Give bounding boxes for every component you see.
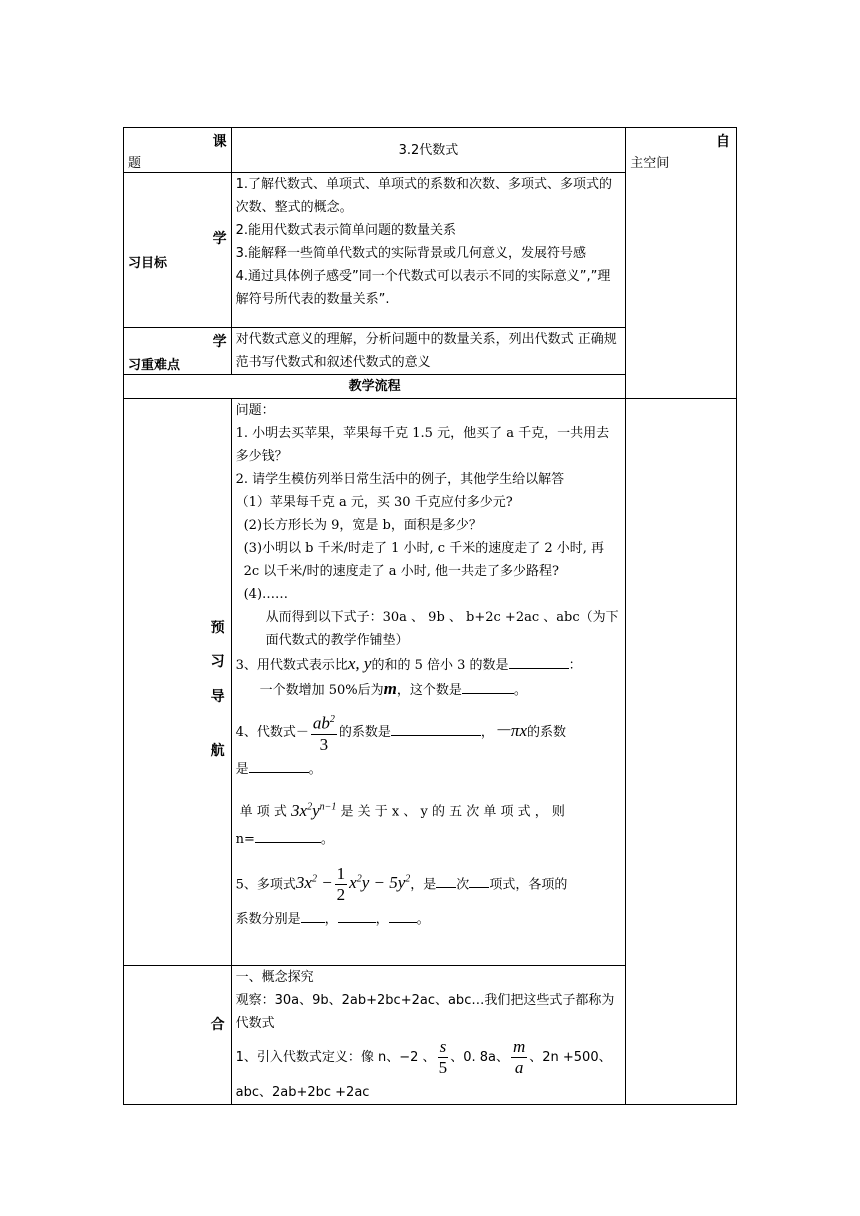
question-2: 2. 请学生模仿列举日常生活中的例子，其他学生给以解答 bbox=[235, 472, 565, 487]
lesson-plan-table bbox=[123, 127, 737, 1105]
question-5: 5、多项式$3x^2$ − $\frac{1}{2}$ $x^2y - 5y^2$，是 次 项式，各项的 bbox=[235, 864, 568, 905]
preview-label-char-4: 航 bbox=[210, 743, 225, 759]
answer-blank[interactable] bbox=[249, 758, 309, 773]
derived-expressions: 从而得到以下式子：30a 、 9b 、 b+2c +2ac 、abc（为下面代数式的教学作铺垫） bbox=[265, 610, 619, 648]
goal-item-4: 4.通过具体例子感受”同一个代数式可以表示不同的实际意义”,”理解符号所代表的数量关系”. bbox=[235, 269, 611, 307]
sub-question-3: (3)小明以 b 千米/时走了 1 小时, c 千米的速度走了 2 小时, 再 2c 以千米/时的速度走了 a 小时, 他一共走了多少路程? bbox=[243, 541, 605, 579]
def-frac1-den: 5 bbox=[438, 1058, 448, 1077]
q6-frac-den: 2 bbox=[336, 885, 346, 905]
q5-n: n= bbox=[235, 831, 255, 847]
q6-term-b: x bbox=[349, 873, 357, 893]
question-3 bbox=[236, 652, 622, 677]
q4-text-b: 的系数是 bbox=[338, 725, 391, 740]
concept-heading: 一、概念探究 bbox=[235, 970, 314, 985]
difficulty-label-cell bbox=[124, 328, 232, 375]
self-study-space-body bbox=[626, 399, 737, 1105]
question-4b-line2 bbox=[236, 828, 622, 851]
question-4b: 单 项 式 $3x^2y^{n-1}$ 是 关 于 x 、 y 的 五 次 单 项 式 ， 则 bbox=[239, 800, 565, 820]
header-row bbox=[124, 128, 737, 173]
question-heading: 问题： bbox=[235, 403, 275, 418]
definition-line bbox=[236, 1035, 622, 1081]
q3b-end: 。 bbox=[513, 683, 527, 698]
def-frac2-num: m bbox=[512, 1037, 526, 1056]
def-text-a: 1、引入代数式定义：像 n、−2 、 bbox=[235, 1050, 436, 1065]
preview-label-char-2: 习 bbox=[210, 654, 225, 670]
question-4-line2 bbox=[236, 758, 622, 781]
question-5-line2: 系数分别是 ， ， 。 bbox=[236, 908, 622, 931]
preview-label-char-1: 预 bbox=[210, 620, 225, 636]
def-fraction-1 bbox=[438, 1037, 449, 1078]
sub-question-2: (2)长方形长为 9，宽是 b，面积是多少？ bbox=[243, 518, 482, 533]
def-frac1-num: s bbox=[439, 1037, 447, 1056]
q4-fraction: $\frac{ab^2}{3}$ bbox=[311, 710, 337, 755]
q5-text-b: 是 关 于 x 、 y 的 五 次 单 项 式 ， 则 bbox=[340, 804, 565, 820]
preview-label-char-3: 导 bbox=[210, 689, 225, 705]
self-study-space-cell bbox=[626, 128, 737, 399]
q6-text-a: 5、多项式 bbox=[235, 877, 296, 893]
flow-title: 教学流程 bbox=[124, 375, 626, 399]
difficulty-label-bottom: 习重难点 bbox=[128, 358, 181, 373]
answer-blank[interactable] bbox=[391, 721, 481, 736]
answer-blank[interactable] bbox=[301, 908, 325, 923]
goal-item-2: 2.能用代数式表示简单问题的数量关系 bbox=[235, 223, 457, 238]
topic-label-cell bbox=[124, 128, 232, 173]
q4-line2-text: 是 bbox=[235, 762, 249, 777]
q4-text-c: 的系数 bbox=[526, 725, 566, 740]
q6-term-c: y − 5y bbox=[361, 873, 406, 893]
preview-label-cell bbox=[124, 399, 232, 966]
sub-question-1: （1）苹果每千克 a 元，买 30 千克应付多少元? bbox=[235, 495, 513, 510]
q6-fraction bbox=[335, 864, 348, 905]
q6-term-a: 3x bbox=[295, 873, 312, 893]
def-fraction-2 bbox=[511, 1037, 527, 1078]
definition-line-2: abc、2ab+2bc +2ac bbox=[235, 1085, 370, 1100]
q5-expr: 3x bbox=[291, 800, 308, 820]
q6-end: 。 bbox=[416, 912, 430, 928]
self-study-label-bottom: 主空间 bbox=[630, 156, 670, 171]
answer-blank[interactable] bbox=[509, 654, 569, 669]
answer-blank[interactable] bbox=[436, 873, 456, 888]
goals-label-cell bbox=[124, 173, 232, 328]
combine-content bbox=[231, 966, 626, 1105]
q3b-text-b: ，这个数是 bbox=[396, 683, 462, 698]
answer-blank[interactable] bbox=[469, 873, 489, 888]
q6-text-d: 项式，各项的 bbox=[489, 877, 568, 893]
goal-item-3: 3.能解释一些简单代数式的实际背景或几何意义，发展符号感 bbox=[235, 246, 587, 261]
answer-blank[interactable] bbox=[462, 679, 514, 694]
difficulty-content: 对代数式意义的理解，分析问题中的数量关系，列出代数式 正确规范书写代数式和叙述代数式的意义 bbox=[231, 328, 626, 375]
q5-text-a: 单 项 式 bbox=[239, 804, 287, 820]
def-text-c: 、2n +500、 bbox=[529, 1050, 612, 1065]
q4-numerator: ab bbox=[312, 713, 330, 733]
q3-vars: x, y bbox=[347, 654, 372, 673]
difficulty-label-top: 学 bbox=[212, 334, 227, 350]
goal-item-1: 1.了解代数式、单项式、单项式的系数和次数、多项式、多项式的次数、整式的概念。 bbox=[235, 177, 613, 215]
answer-blank[interactable] bbox=[255, 828, 321, 843]
goals-label-bottom: 习目标 bbox=[128, 256, 168, 271]
self-study-label-top: 自 bbox=[716, 134, 730, 150]
def-text-b: 、0. 8a、 bbox=[450, 1050, 509, 1065]
q4-expr: －πx bbox=[493, 721, 527, 740]
q4-text-a: 4、代数式－ bbox=[235, 725, 309, 740]
goals-content bbox=[231, 173, 626, 328]
sub-question-4: (4)…… bbox=[243, 587, 289, 602]
q4-denominator: 3 bbox=[319, 734, 329, 754]
preview-row bbox=[124, 399, 737, 966]
question-4: 4、代数式－ $\frac{ab^2}{3}$ 的系数是 ，－πx的系数 bbox=[236, 708, 622, 756]
preview-content bbox=[231, 399, 626, 966]
question-1: 1. 小明去买苹果，苹果每千克 1.5 元，他买了 a 千克，一共用去多少钱？ bbox=[235, 426, 610, 464]
q3-text-b: 的和的 5 倍小 3 的数是 bbox=[371, 658, 509, 673]
q5-end: 。 bbox=[320, 831, 334, 847]
topic-label-bottom: 题 bbox=[128, 156, 142, 171]
q4-end: 。 bbox=[308, 762, 322, 777]
q3-end: ： bbox=[568, 658, 582, 673]
q3-text-a: 3、用代数式表示比 bbox=[235, 658, 348, 673]
observe-text: 观察：30a、9b、2ab+2bc+2ac、abc…我们把这些式子都称为代数式 bbox=[235, 993, 615, 1031]
q3b-var: m bbox=[383, 679, 397, 698]
q3b-text-a: 一个数增加 50%后为 bbox=[259, 683, 384, 698]
combine-label: 合 bbox=[210, 1017, 225, 1033]
lesson-title: 3.2代数式 bbox=[231, 128, 626, 173]
goals-label-top: 学 bbox=[212, 231, 227, 247]
topic-label-top: 课 bbox=[212, 134, 227, 150]
answer-blank[interactable] bbox=[338, 908, 376, 923]
answer-blank[interactable] bbox=[389, 908, 417, 923]
q6-text-c: 次 bbox=[456, 877, 470, 893]
combine-label-cell bbox=[124, 966, 232, 1105]
def-frac2-den: a bbox=[514, 1058, 524, 1077]
q6-line2-text: 系数分别是 bbox=[235, 912, 301, 928]
q6-text-b: ，是 bbox=[410, 877, 437, 893]
question-3b bbox=[236, 677, 622, 702]
q6-frac-num: 1 bbox=[336, 864, 346, 884]
